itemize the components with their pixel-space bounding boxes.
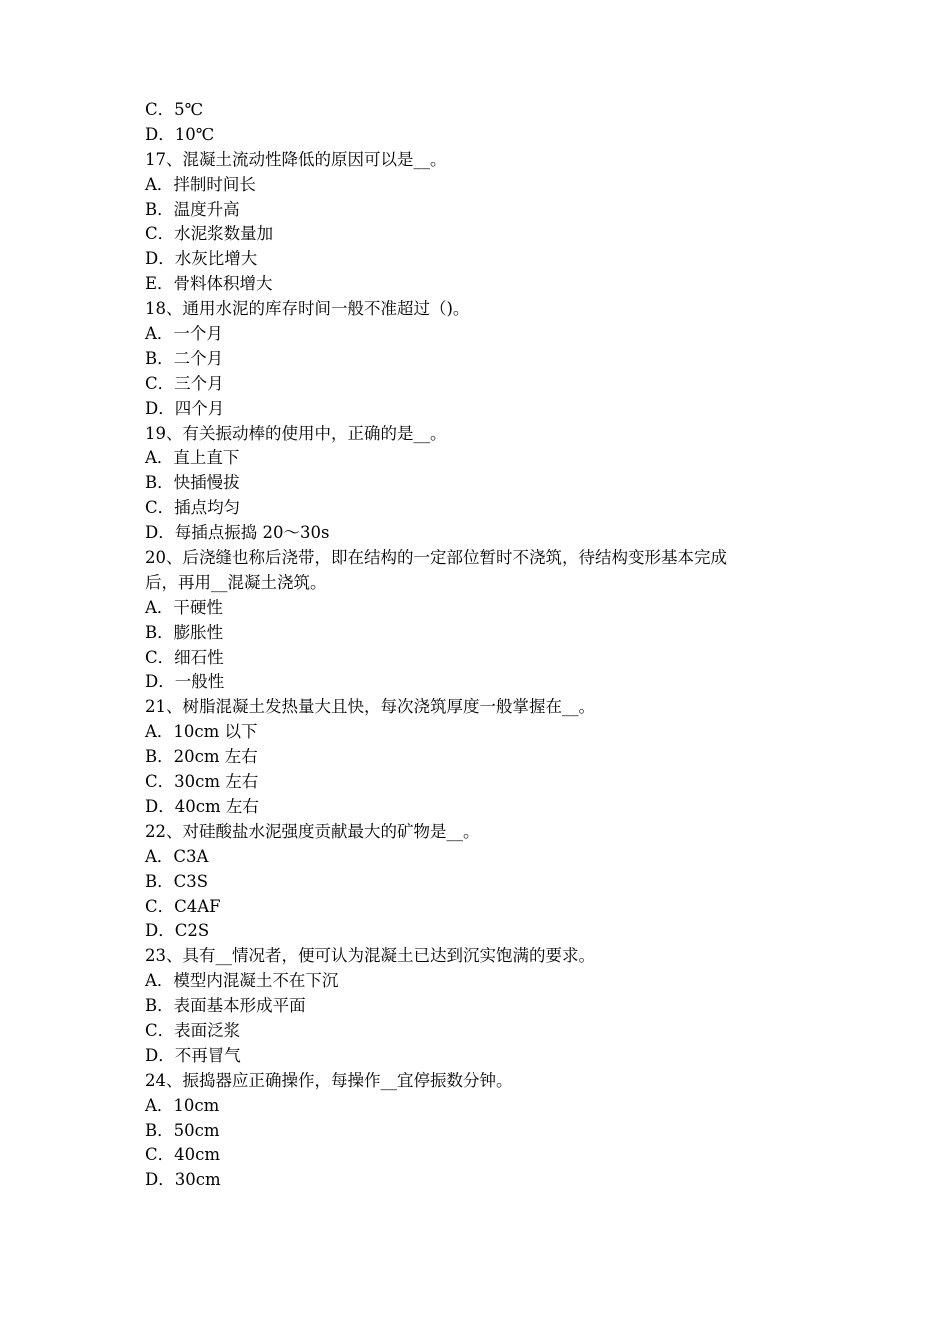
text-line: D．一般性: [145, 672, 225, 692]
text-line: C．40cm: [145, 1145, 221, 1165]
text-line: E．骨料体积增大: [145, 274, 273, 294]
text-line: 17、混凝土流动性降低的原因可以是__。: [145, 149, 447, 169]
text-line: C．30cm 左右: [145, 772, 259, 792]
text-line: D．C2S: [145, 921, 210, 941]
text-line: D．10℃: [145, 124, 215, 144]
text-line: B．20cm 左右: [145, 747, 258, 767]
text-line: 23、具有__情况者，便可认为混凝土已达到沉实饱满的要求。: [145, 946, 595, 966]
text-line: B．快插慢拔: [145, 473, 240, 493]
text-line: 21、树脂混凝土发热量大且快，每次浇筑厚度一般掌握在__。: [145, 697, 595, 717]
text-line: B．50cm: [145, 1120, 220, 1140]
text-line: D．水灰比增大: [145, 249, 258, 269]
text-line: 后，再用__混凝土浇筑。: [145, 572, 327, 592]
text-line: A．一个月: [145, 324, 223, 344]
text-line: 20、后浇缝也称后浇带，即在结构的一定部位暂时不浇筑，待结构变形基本完成: [145, 548, 727, 568]
text-line: D．四个月: [145, 398, 225, 418]
text-line: D．30cm: [145, 1170, 221, 1190]
text-line: D．40cm 左右: [145, 796, 259, 816]
text-line: 22、对硅酸盐水泥强度贡献最大的矿物是__。: [145, 821, 480, 841]
text-line: B．表面基本形成平面: [145, 996, 306, 1016]
text-line: C．三个月: [145, 373, 224, 393]
text-line: A．干硬性: [145, 597, 223, 617]
text-line: B．二个月: [145, 348, 224, 368]
text-line: A．C3A: [145, 846, 209, 866]
text-line: C．C4AF: [145, 896, 221, 916]
text-line: 24、振捣器应正确操作，每操作__宜停振数分钟。: [145, 1070, 513, 1090]
text-line: 18、通用水泥的库存时间一般不准超过（)。: [145, 299, 470, 319]
text-line: C．表面泛浆: [145, 1020, 241, 1040]
text-line: B．膨胀性: [145, 622, 224, 642]
text-line: B．C3S: [145, 871, 209, 891]
text-line: C．5℃: [145, 100, 204, 119]
text-line: A．模型内混凝土不在下沉: [145, 971, 339, 991]
text-line: A．直上直下: [145, 448, 240, 468]
text-line: D．不再冒气: [145, 1045, 241, 1065]
text-line: B．温度升高: [145, 199, 240, 219]
text-line: 19、有关振动棒的使用中，正确的是__。: [145, 423, 447, 443]
text-line: A．10cm 以下: [145, 722, 258, 742]
text-line: D．每插点振捣 20～30s: [145, 523, 330, 543]
text-line: C．水泥浆数量加: [145, 224, 274, 244]
text-line: A．10cm: [145, 1095, 220, 1115]
document-page: [145, 98, 815, 1193]
text-line: C．细石性: [145, 647, 224, 667]
text-line: A．拌制时间长: [145, 174, 256, 194]
text-line: C．插点均匀: [145, 498, 241, 518]
